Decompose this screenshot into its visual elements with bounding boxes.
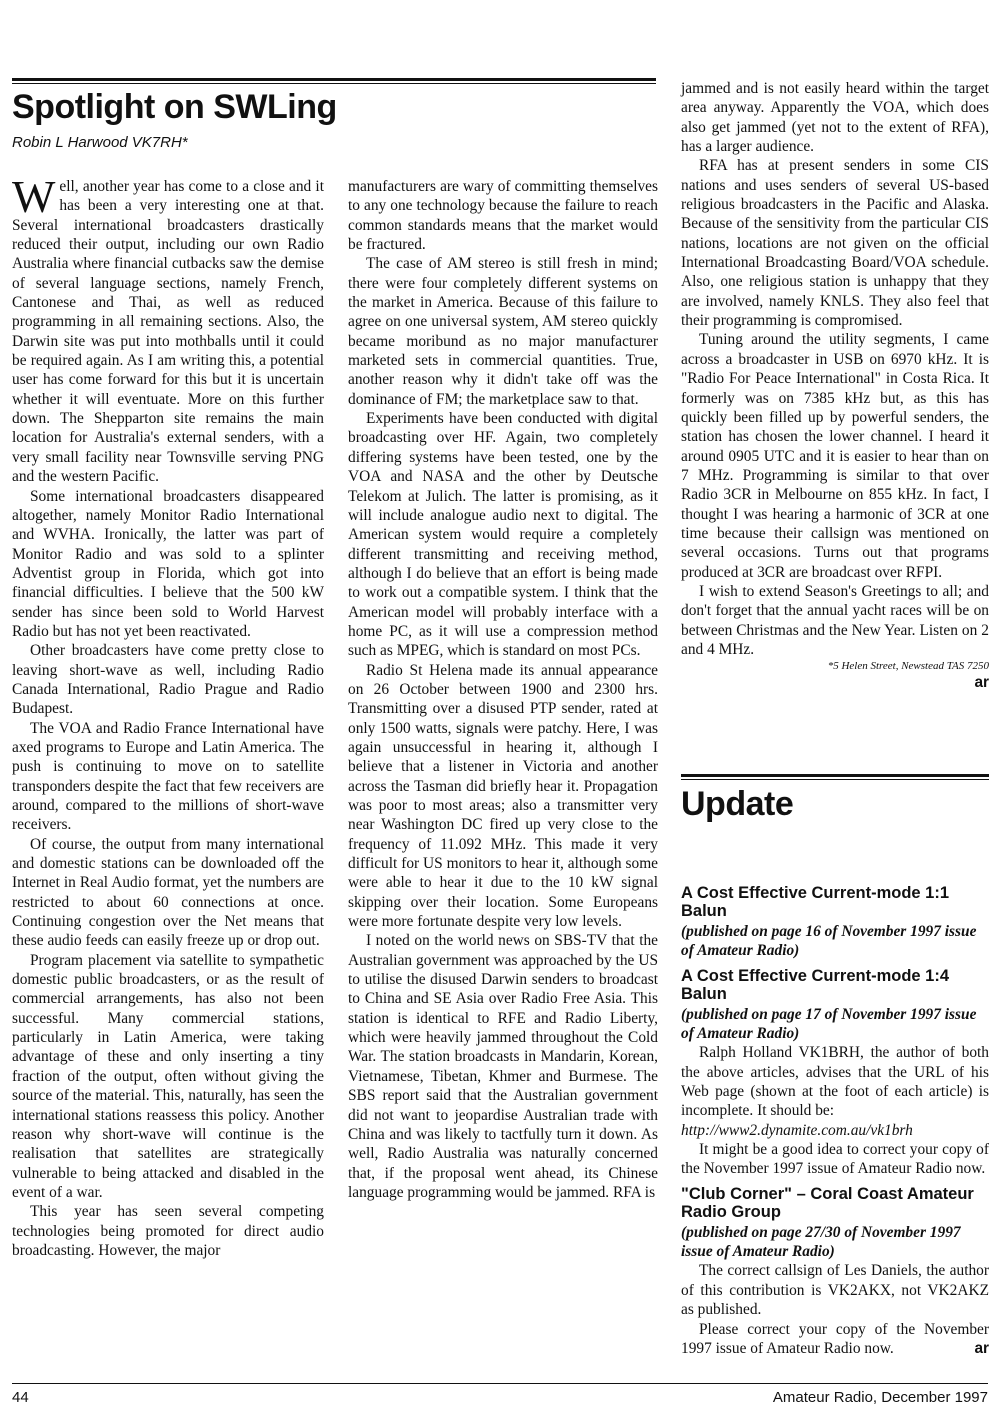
page-number: 44 — [12, 1389, 29, 1406]
author-address: *5 Helen Street, Newstead TAS 7250 — [827, 660, 989, 673]
paragraph: Some international broadcasters disappeared altogether, namely Monitor Radio International and WVHA. Ironically, the latter was part of Monitor Radio and was sold to a splinter Adventist group in Florida, which got into financial difficulties. I believe that the 500 kW sender has since been sold to World Harvest Radio but has not yet been reactivated. — [12, 487, 324, 640]
paragraph: Program placement via satellite to sympathetic domestic public broadcasters, or as the result of commercial arrangements, has also not been successful. Many commercial stations, particularly in Latin America, were taking advantage of these and only inserting a tiny fraction of the output, often without giving the source of the material. This, naturally, has seen the international stations reassess this policy. Another reason why short-wave will continue is the realisation that satellites are strategically vulnerable to being attacked and disabled in the event of a war. — [12, 951, 324, 1201]
paragraph: It might be a good idea to correct your copy of the November 1997 issue of Amateur Radio now. — [681, 1141, 989, 1178]
paragraph: This year has seen several competing technologies being promoted for direct audio broadcasting. However, the major — [12, 1203, 324, 1259]
paragraph: Radio St Helena made its annual appearance on 26 October between 1900 and 2300 hrs. Transmitting over a disused PTP sender, rated at only 1500 watts, signals were patchy. Here, I was again unsuccessful in hearing it, although I believe that a listener in Victoria and another across the Tasman did briefly hear it. Propagation was poor to most areas; also a transmitter very near Washington DC fired up very close to the frequency of 11.092 MHz. This made it very difficult for US monitors to hear it, although some were able to hear it due to the 10 kW signal skipping over their location. Some Europeans were more fortunate despite very low levels. — [348, 661, 658, 931]
update-item-heading: A Cost Effective Current-mode 1:4 Balun — [681, 966, 950, 1003]
paragraph: RFA has at present senders in some CIS nations and uses senders of several US-based religious broadcasters in the Pacific and Alaska. Because of the sensitivity from the particular CIS nations, locations are not given on the official International Broadcasting Board/VOA schedule. Also, one religious station is unhappy that they are involved, namely KNLS. They also feel that their programming is compromised. — [681, 157, 989, 330]
article-column-2 — [348, 177, 658, 1202]
publication-note: (published on page 16 of November 1997 issue of Amateur Radio) — [681, 923, 977, 960]
publication-footer: Amateur Radio, December 1997 — [772, 1389, 988, 1406]
article-byline: Robin L Harwood VK7RH* — [12, 134, 188, 151]
end-mark: ar — [974, 1339, 989, 1357]
paragraph: Please correct your copy of the November 1997 issue of Amateur Radio now. ar — [681, 1320, 989, 1357]
paragraph: I noted on the world news on SBS-TV that the Australian government was approached by the US to utilise the disused Darwin senders to broadcast to China and SE Asia over Radio Free Asia. This station is identical to RFE and Radio Liberty, which were heavily jammed throughout the Cold War. The station broadcasts in Mandarin, Korean, Vietnamese, Tibetan, Khmer and Burmese. The SBS report said that the Australian government did not want to jeopardise Australian trade with China and was likely to tactfully turn it down. As well, Radio Australia was naturally concerned that, if the proposal went ahead, its Chinese language programming would be jammed. RFA is — [348, 932, 658, 1201]
footer-rule — [12, 1383, 988, 1384]
spotlight-top-rule — [12, 78, 656, 84]
publication-note: (published on page 17 of November 1997 issue of Amateur Radio) — [681, 1005, 977, 1043]
paragraph: The correct callsign of Les Daniels, the author of this contribution is VK2AKX, not VK2AKZ as published. — [681, 1262, 989, 1319]
paragraph: Of course, the output from many international and domestic stations can be downloaded off the Internet in Real Audio format, yet the numbers are restricted to about 60 connections at once. Continuing congestion over the Net means that these audio feeds can easily freeze up or drop out. — [12, 835, 324, 950]
article-title: Spotlight on SWLing — [12, 88, 337, 126]
update-title: Update — [681, 785, 794, 823]
article-column-3 — [681, 79, 989, 693]
article-column-1 — [12, 171, 324, 1260]
paragraph: jammed and is not easily heard within the target area anyway. Apparently the VOA, which does also get jammed (yet not to the extent of RFA), has a larger audience. — [681, 80, 989, 156]
update-item-heading: A Cost Effective Current-mode 1:1 Balun — [681, 884, 950, 920]
paragraph: Other broadcasters have come pretty close to leaving short-wave as well, including Radio Canada International, Radio Prague and Radio Budapest. — [12, 642, 324, 718]
paragraph: The case of AM stereo is still fresh in mind; there were four completely different systems on the market in America. Because of this failure to agree on one universal system, AM stereo quickly became moribund as no major manufacturer marketed sets in commercial quantities. True, another reason why it didn't take off was the dominance of FM; the marketplace saw to that. — [348, 255, 658, 408]
web-url: http://www2.dynamite.com.au/vk1brh — [681, 1121, 913, 1139]
update-item-heading: "Club Corner" – Coral Coast Amateur Radio Group — [681, 1184, 974, 1221]
paragraph: Well, another year has come to a close and it has been a very interesting one at that. Several international broadcasters drastically reduced their output, including our own Radio Australia where financial cutbacks saw the demise of several language sections, namely French, Cantonese and Thai, as well as reduced programming in all remaining sections. Also, the Darwin site was put into mothballs until it could be required again. As I am writing this, a potential user has come forward for this but it is uncertain whether it will eventuate. More on this further down. The Shepparton site remains the main location for Australia's external senders, with a very small facility near Townsville serving PNG and the western Pacific. — [12, 171, 324, 486]
paragraph: Tuning around the utility segments, I came across a broadcaster in USB on 6970 kHz. It is "Radio For Peace International" in Costa Rica. It formerly was on 7385 kHz but, as this has quickly been filled up by powerful senders, the station has chosen the lower channel. I heard it around 0905 UTC and it is easier to hear than on 7 MHz. Programming is similar to that over Radio 3CR in Melbourne on 855 kHz. In fact, I thought I was hearing a harmonic of 3CR at one time because their callsign was mentioned on several occasions. Turns out that programs produced at 3CR are broadcast over RFPI. — [681, 331, 989, 581]
drop-cap: W — [12, 171, 56, 222]
update-top-rule — [681, 774, 989, 780]
paragraph: manufacturers are wary of committing themselves to any one technology because the failure to reach common standards means that the market would be fractured. — [348, 178, 658, 254]
paragraph: Experiments have been conducted with digital broadcasting over HF. Again, two completely differing systems have been tested, one by the VOA and NASA and the other by Deutsche Telekom at Julich. The latter is promising, as it will include analogue audio next to digital. The American system would require a completely different transmitting and receiving method, although I do believe that an effort is being made to work out a compatible system. I think that the American model will probably interface with a home PC, as it will use a compression method such as MPEG, which is standard on most PCs. — [348, 410, 658, 660]
end-mark: ar — [974, 674, 989, 692]
update-column — [681, 884, 989, 1358]
paragraph: I wish to extend Season's Greetings to all; and don't forget that the annual yacht races will be on between Christmas and the New Year. Listen on 2 and 4 MHz. — [681, 582, 989, 658]
publication-note: (published on page 27/30 of November 1997 issue of Amateur Radio) — [681, 1223, 961, 1261]
paragraph: The VOA and Radio France International have axed programs to Europe and Latin America. The push is continuing to move on to satellite transponders despite the fact that few receivers are around, compared to the millions of short-wave receivers. — [12, 719, 324, 834]
paragraph: Ralph Holland VK1BRH, the author of both the above articles, advises that the URL of his Web page (shown at the foot of each article) is incomplete. It should be: — [681, 1044, 989, 1120]
